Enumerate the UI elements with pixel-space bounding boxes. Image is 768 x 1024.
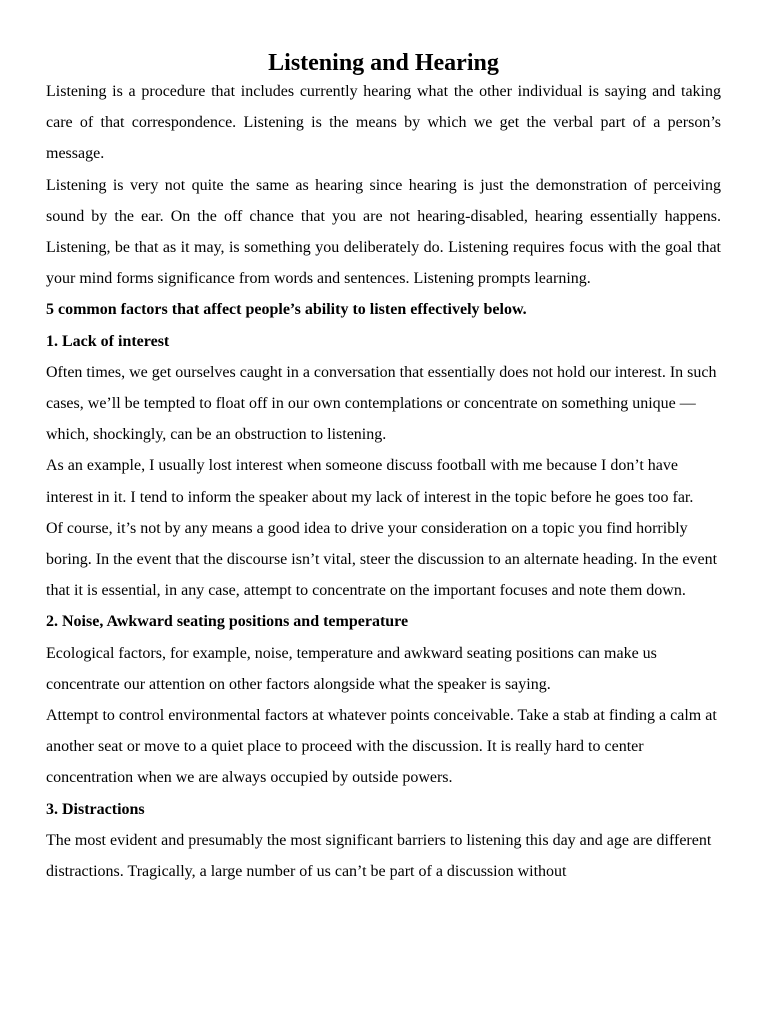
section-heading-lack-of-interest: 1. Lack of interest	[46, 332, 170, 350]
body-paragraph: Attempt to control environmental factors at whatever points conceivable. Take a stab at finding a calm at another seat or move to a quiet place to proceed with the discussion. It is really hard to center concentration when we are always occupied by outside powers.	[46, 707, 717, 787]
intro-paragraph: Listening is a procedure that includes currently hearing what the other individual is saying and taking care of that correspondence. Listening is the means by which we get the verbal part of a person’s message.	[46, 83, 721, 163]
document-body	[46, 46, 721, 887]
section-heading-noise: 2. Noise, Awkward seating positions and temperature	[46, 613, 409, 631]
body-paragraph: The most evident and presumably the most significant barriers to listening this day and age are different distractions. Tragically, a large number of us can’t be part of a discussion without	[46, 831, 712, 881]
body-paragraph: As an example, I usually lost interest when someone discuss football with me because I don’t have interest in it. I tend to inform the speaker about my lack of interest in the topic before he goes too far.	[46, 457, 694, 506]
body-paragraph: Of course, it’s not by any means a good idea to drive your consideration on a topic you find horribly boring. In the event that the discourse isn’t vital, steer the discussion to an alternate heading. In the event that it is essential, in any case, attempt to concentrate on the important focuses and note them down.	[46, 519, 718, 600]
factors-heading: 5 common factors that affect people’s ability to listen effectively below.	[46, 301, 527, 319]
body-paragraph: Ecological factors, for example, noise, temperature and awkward seating positions can make us concentrate our attention on other factors alongside what the speaker is saying.	[46, 644, 657, 693]
intro-paragraph: Listening is very not quite the same as hearing since hearing is just the demonstration of perceiving sound by the ear. On the off chance that you are not hearing-disabled, hearing essentially happens. Listening, be that as it may, is something you deliberately do. Listening requires focus with the goal that your mind forms significance from words and sentences. Listening prompts learning.	[46, 176, 721, 288]
body-paragraph: Often times, we get ourselves caught in a conversation that essentially does not hold our interest. In such cases, we’ll be tempted to float off in our own contemplations or concentrate on something unique — which, shockingly, can be an obstruction to listening.	[46, 363, 717, 444]
section-heading-distractions: 3. Distractions	[46, 800, 145, 818]
document-title: Listening and Hearing	[268, 50, 499, 76]
